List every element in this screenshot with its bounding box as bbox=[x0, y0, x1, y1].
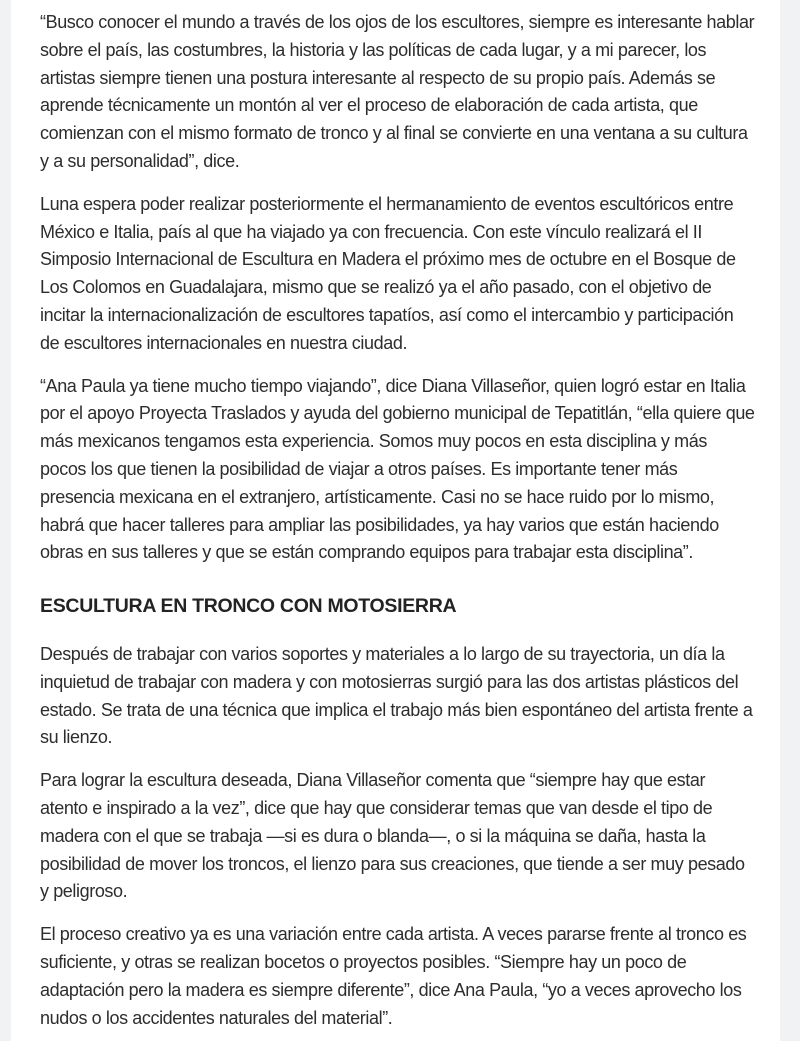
article-paragraph-technique-considerations: Para lograr la escultura deseada, Diana Villaseñor comenta que “siempre hay que estar atento e inspirado a la vez”, dice que hay que considerar temas que van desde el tipo de madera con el que se trabaja —si es dura o blanda—, o si la máquina se daña, hasta la posibilidad de mover los troncos, el lienzo para sus creaciones, que tiende a ser muy pesado y peligroso. bbox=[40, 770, 745, 902]
page-gutter-right bbox=[780, 0, 800, 1041]
article-paragraph-technique-origin: Después de trabajar con varios soportes y materiales a lo largo de su trayectoria, un día la inquietud de trabajar con madera y con motosierras surgió para las dos artistas plásticos del estado. Se trata de una técnica que implica el trabajo más bien espontáneo del artista frente a su lienzo. bbox=[40, 643, 753, 748]
section-heading-escultura: ESCULTURA EN TRONCO CON MOTOSIERRA bbox=[40, 595, 457, 618]
article-body bbox=[40, 0, 756, 1041]
article-paragraph-luna-plans: Luna espera poder realizar posteriormente el hermanamiento de eventos escultóricos entre México e Italia, país al que ha viajado ya con frecuencia. Con este vínculo realizará el II Simposio Internacional de Escultura en Madera el próximo mes de octubre en el Bosque de Los Colomos en Guadalajara, mismo que se realizó ya el año pasado, con el objetivo de incitar la internacionalización de escultores tapatíos, así como el intercambio y participación de escultores internacionales en nuestra ciudad. bbox=[40, 193, 736, 353]
page-gutter-left bbox=[0, 0, 11, 1041]
article-paragraph-villasenor-quote: “Ana Paula ya tiene mucho tiempo viajando”, dice Diana Villaseñor, quien logró estar en Italia por el apoyo Proyecta Traslados y ayuda del gobierno municipal de Tepatitlán, “ella quiere que más mexicanos tengamos esta experiencia. Somos muy pocos en esta disciplina y más pocos los que tienen la posibilidad de viajar a otros países. Es importante tener más presencia mexicana en el extranjero, artísticamente. Casi no se hace ruido por lo mismo, habrá que hacer talleres para ampliar las posibilidades, ya hay varios que están haciendo obras en sus talleres y que se están comprando equipos para trabajar esta disciplina”. bbox=[40, 375, 755, 563]
article-paragraph-quote-intro: “Busco conocer el mundo a través de los ojos de los escultores, siempre es interesante hablar sobre el país, las costumbres, la historia y las políticas de cada lugar, y a mi parecer, los artistas siempre tienen una postura interesante al respecto de su propio país. Además se aprende técnicamente un montón al ver el proceso de elaboración de cada artista, que comienzan con el mismo formato de tronco y al final se convierte en una ventana a su cultura y a su personalidad”, dice. bbox=[40, 12, 755, 171]
article-paragraph-creative-process: El proceso creativo ya es una variación entre cada artista. A veces pararse frente al tronco es suficiente, y otras se realizan bocetos o proyectos posibles. “Siempre hay un poco de adaptación pero la madera es siempre diferente”, dice Ana Paula, “yo a veces aprovecho los nudos o los accidentes naturales del material”. bbox=[40, 924, 747, 1028]
